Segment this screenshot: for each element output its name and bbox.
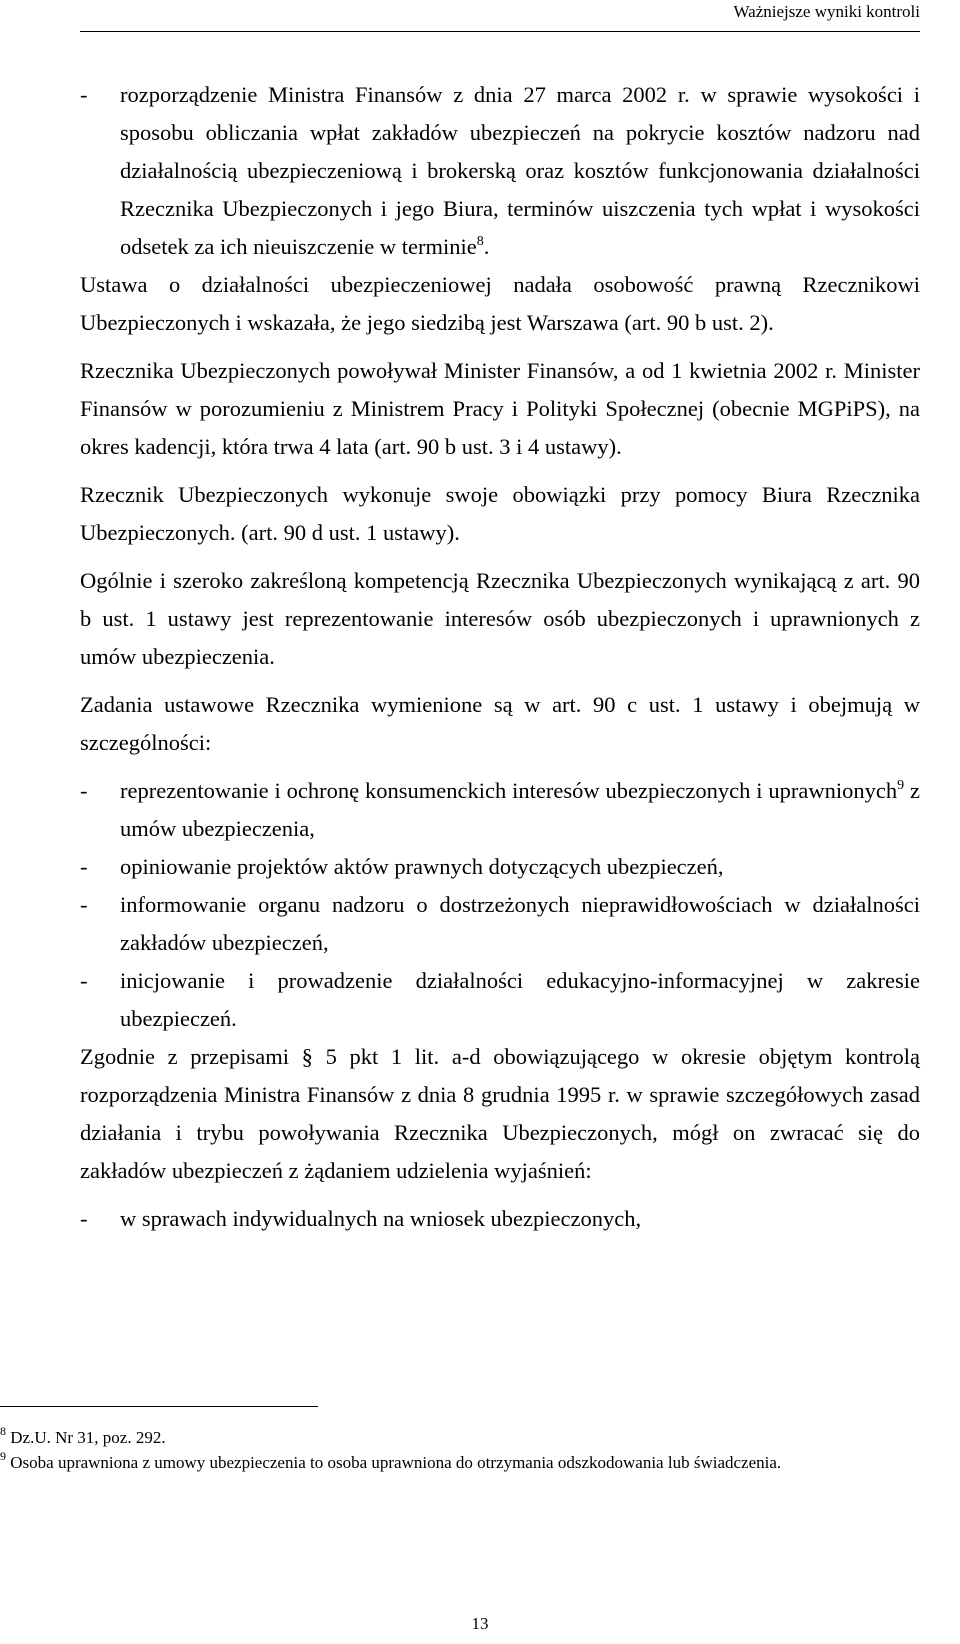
footnote-8: [0, 1425, 960, 1450]
footnote-text: Dz.U. Nr 31, poz. 292.: [6, 1428, 166, 1447]
footnote-ref-9[interactable]: 9: [897, 778, 905, 793]
footnote-9: [0, 1450, 960, 1475]
paragraph-appointment: Rzecznika Ubezpieczonych powoływał Minister Finansów, a od 1 kwietnia 2002 r. Minister Finansów w porozumieniu z Ministrem Pracy i Polityki Społecznej (obecnie MGPiPS), na okres kadencji, która trwa 4 lata (art. 90 b ust. 3 i 4 ustawy).: [80, 358, 920, 459]
main-text: [80, 76, 920, 1238]
list-item: [80, 962, 920, 1038]
paragraph-competence: Ogólnie i szeroko zakreśloną kompetencją Rzecznika Ubezpieczonych wynikającą z art. 90 b ust. 1 ustawy jest reprezentowanie interesów osób ubezpieczonych i uprawnionych z umów ubezpieczenia.: [80, 568, 920, 669]
list-dash: -: [80, 968, 88, 993]
list-item-text: reprezentowanie i ochronę konsumenckich interesów ubezpieczonych i uprawnionych: [120, 778, 898, 803]
paragraph-legal-personality: Ustawa o działalności ubezpieczeniowej nadała osobowość prawną Rzecznikowi Ubezpieczonych i wskazała, że jego siedzibą jest Warszawa (art. 90 b ust. 2).: [80, 272, 920, 335]
list-item-text: informowanie organu nadzoru o dostrzeżonych nieprawidłowościach w działalności zakładów ubezpieczeń,: [120, 892, 920, 955]
footnotes: [0, 1425, 960, 1475]
list-dash: -: [80, 892, 88, 917]
list-item: [80, 886, 920, 962]
footnote-separator: [0, 1406, 318, 1407]
list-dash: -: [80, 778, 88, 803]
page-number: 13: [471, 1614, 489, 1633]
list-item-text: w sprawach indywidualnych na wniosek ubezpieczonych,: [120, 1206, 642, 1231]
list-item: [80, 76, 920, 266]
list-dash: -: [80, 1206, 88, 1231]
paragraph-tasks-intro: Zadania ustawowe Rzecznika wymienione są w art. 90 c ust. 1 ustawy i obejmują w szczególności:: [80, 692, 920, 755]
list-item-text: inicjowanie i prowadzenie działalności edukacyjno-informacyjnej w zakresie ubezpieczeń.: [120, 968, 920, 1031]
paragraph-regulation: Zgodnie z przepisami § 5 pkt 1 lit. a-d obowiązującego w okresie objętym kontrolą rozporządzenia Ministra Finansów z dnia 8 grudnia 1995 r. w sprawie szczegółowych zasad działania i trybu powoływania Rzecznika Ubezpieczonych, mógł on zwracać się do zakładów ubezpieczeń z żądaniem udzielenia wyjaśnień:: [80, 1044, 920, 1183]
list-item-text: z umów ubezpieczenia,: [120, 778, 920, 841]
footnote-ref-8[interactable]: 8: [476, 234, 484, 249]
header-rule: [80, 31, 920, 32]
list-item: [80, 1200, 920, 1238]
footnote-text: Osoba uprawniona z umowy ubezpieczenia to osoba uprawniona do otrzymania odszkodowania lub świadczenia.: [6, 1453, 782, 1472]
regulation-text: rozporządzenie Ministra Finansów z dnia 27 marca 2002 r. w sprawie wysokości i sposobu obliczania wpłat zakładów ubezpieczeń na pokrycie kosztów nadzoru nad działalnością ubezpieczeniową i brokerską oraz kosztów funkcjonowania działalności Rzecznika Ubezpieczonych i jego Biura, terminów uiszczenia tych wpłat i wysokości odsetek za ich nieuiszczenie w terminie: [120, 82, 920, 259]
footnote-number: 8: [0, 1424, 6, 1438]
tasks-list: [80, 772, 920, 1038]
list-dash: -: [80, 82, 88, 107]
list-item: [80, 848, 920, 886]
paragraph-office: Rzecznik Ubezpieczonych wykonuje swoje obowiązki przy pomocy Biura Rzecznika Ubezpieczonych. (art. 90 d ust. 1 ustawy).: [80, 482, 920, 545]
list-dash: -: [80, 854, 88, 879]
list-item-text: opiniowanie projektów aktów prawnych dotyczących ubezpieczeń,: [120, 854, 724, 879]
sentence-end: .: [483, 234, 490, 259]
running-header: Ważniejsze wyniki kontroli: [733, 2, 920, 21]
list-item: [80, 772, 920, 848]
footnote-number: 9: [0, 1449, 6, 1463]
